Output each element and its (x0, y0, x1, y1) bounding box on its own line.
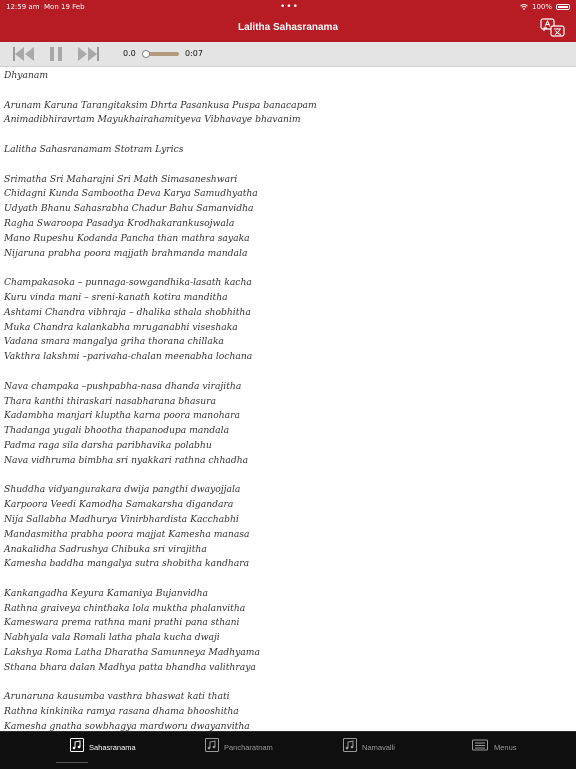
lyric-line: Nija Sallabha Madhurya Vinirbhardista Kacchabhi (4, 513, 239, 525)
pause-icon[interactable] (48, 44, 64, 64)
total-time: 0:07 (185, 49, 203, 58)
multitasking-dots[interactable]: ••• (280, 2, 299, 12)
lyric-line: Vadana smara mangalya griha thorana chillaka (4, 336, 224, 348)
lyric-line: Muka Chandra kalankabha mruganabhi viseshaka (4, 321, 238, 333)
lyric-line: Shuddha vidyangurakara dwija pangthi dwayojjala (4, 484, 241, 496)
battery-percent: 100% (531, 3, 552, 11)
lyric-line: Kuru vinda mani – sreni-kanath kotira manditha (4, 291, 228, 303)
tab-label: Menus (494, 743, 517, 752)
lyric-line: Srimatha Sri Maharajni Sri Math Simasaneshwari (4, 173, 238, 185)
lyric-line: Thadanga yugali bhootha thapanodupa mandala (4, 425, 230, 437)
lyric-line: Mano Rupeshu Kodanda Pancha than mathra sayaka (4, 232, 250, 244)
lyric-line: Mandasmitha prabha poora majjat Kamesha manasa (4, 528, 250, 540)
wifi-icon (520, 4, 528, 10)
tab-label: Namavalli (362, 743, 395, 752)
audio-player (0, 42, 576, 67)
lyric-line: Udyath Bhanu Sahasrabha Chadur Bahu Samanvidha (4, 203, 254, 215)
progress-thumb[interactable] (142, 50, 150, 58)
lyric-line: Rathna kinkinika ramya rasana dhama bhooshitha (4, 706, 239, 718)
lyric-line: Karpoora Veedi Kamodha Samakarsha digandara (4, 499, 234, 511)
lyric-line: Dhyanam (4, 70, 49, 81)
blank-line (4, 84, 576, 99)
lyric-line: Nabhyala vala Romali latha phala kucha dwaji (4, 632, 220, 644)
tab-sahasranama[interactable] (0, 732, 144, 769)
lyric-line: Champakasoka – punnaga-sowgandhika-lasath kacha (4, 277, 252, 289)
tab-label: Sahasranama (89, 743, 136, 752)
blank-line (4, 158, 576, 173)
menu-icon (472, 738, 488, 752)
tab-pancharatnam[interactable] (144, 732, 288, 769)
current-time: 0.0 (123, 49, 136, 58)
lyric-line: Anakalidha Sadrushya Chibuka sri virajitha (4, 543, 207, 555)
nav-bar (0, 14, 576, 42)
lyrics-text (0, 67, 576, 731)
lyric-line: Sthana bhara dalan Madhya patta bhandha valithraya (4, 661, 256, 673)
rewind-icon[interactable] (12, 44, 36, 64)
tab-label: Pancharatnam (224, 743, 273, 752)
status-date: Mon 19 Feb (44, 3, 85, 11)
lyric-line: Kankangadha Keyura Kamaniya Bujanvidha (4, 587, 209, 599)
tab-bar (0, 731, 576, 769)
lyric-line: Chidagni Kunda Sambootha Deva Karya Samudhyatha (4, 188, 258, 200)
lyric-line: Padma raga sila darsha paribhavika polabhu (4, 439, 212, 451)
status-bar (0, 0, 576, 14)
blank-line (4, 572, 576, 587)
blank-line (4, 261, 576, 276)
fast-forward-icon[interactable] (76, 44, 100, 64)
lyric-line: Vakthra lakshmi –parivaha-chalan meenabha lochana (4, 351, 253, 363)
lyric-line: Rathna graiveya chinthaka lola muktha phalanvitha (4, 602, 246, 614)
battery-icon (556, 4, 570, 10)
lyric-line: Lalitha Sahasranamam Stotram Lyrics (4, 143, 184, 155)
status-time: 12:59 am (6, 3, 40, 11)
blank-line (4, 128, 576, 143)
lyric-line: Animadibhiravrtam Mayukhairahamityeva Vibhavaye bhavanim (4, 114, 301, 126)
lyric-line: Lakshya Roma Latha Dharatha Samunneya Madhyama (4, 647, 260, 659)
music-note-icon (70, 738, 84, 752)
progress-slider[interactable] (143, 50, 179, 58)
lyric-line: Kamesha gnatha sowbhagya mardworu dwayanvitha (4, 721, 250, 731)
lyric-line: Nava vidhruma bimbha sri nyakkari rathna chhadha (4, 454, 249, 466)
tab-menus[interactable] (432, 732, 576, 769)
tab-namavalli[interactable] (288, 732, 432, 769)
lyric-line: Kadambha manjari kluptha karna poora manohara (4, 410, 240, 422)
lyric-line: Thara kanthi thiraskari nasabharana bhasura (4, 395, 216, 407)
blank-line (4, 365, 576, 380)
lyric-line: Kameswara prema rathna mani prathi pana sthani (4, 617, 240, 629)
lyric-line: Ragha Swaroopa Pasadya Krodhakarankusojwala (4, 217, 235, 229)
lyric-line: Arunaruna kausumba vasthra bhaswat kati thati (4, 691, 230, 703)
page-title: Lalitha Sahasranama (237, 22, 339, 33)
lyric-line: Kamesha baddha mangalya sutra shobitha kandhara (4, 558, 250, 570)
lyric-line: Nava champaka –pushpabha-nasa dhanda virajitha (4, 380, 242, 392)
music-note-icon (205, 738, 219, 752)
translate-icon[interactable] (540, 18, 566, 38)
status-right (520, 0, 570, 14)
music-note-icon (343, 738, 357, 752)
lyric-line: Nijaruna prabha poora majjath brahmanda mandala (4, 247, 248, 259)
active-tab-indicator (56, 762, 88, 763)
lyric-line: Arunam Karuna Tarangitaksim Dhrta Pasankusa Puspa banacapam (4, 99, 317, 111)
blank-line (4, 469, 576, 484)
lyric-line: Ashtami Chandra vibhraja – dhalika sthala shobhitha (4, 306, 251, 318)
blank-line (4, 676, 576, 691)
